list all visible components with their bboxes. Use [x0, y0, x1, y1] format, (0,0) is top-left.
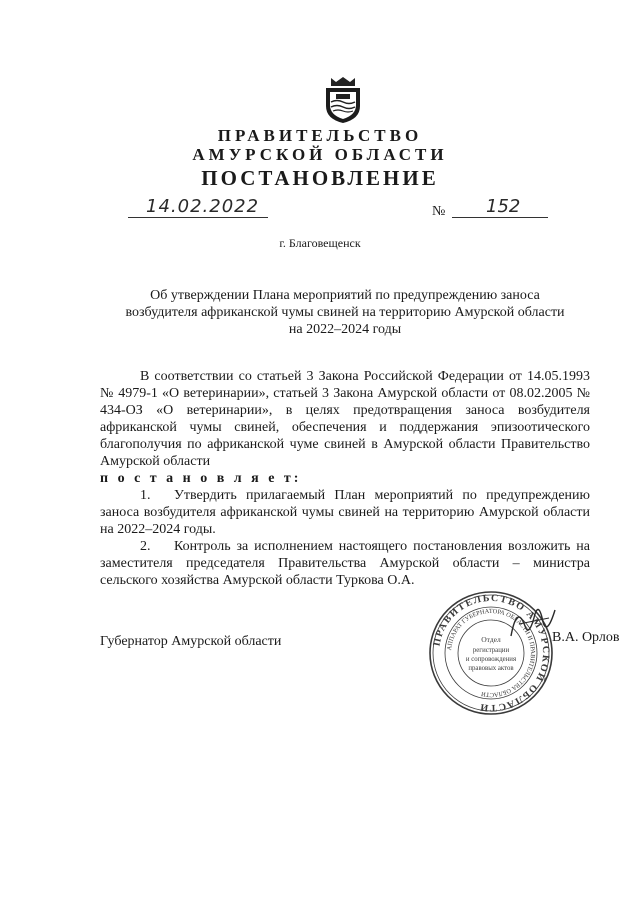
stamp-inner-text: АППАРАТ ГУБЕРНАТОРА ОБЛАСТИ И ПРАВИТЕЛЬСТВА ОБЛАСТИ: [446, 607, 537, 699]
number-handwritten: 152: [486, 196, 521, 217]
document-body: [100, 368, 590, 589]
item-text: Утвердить прилагаемый План мероприятий по предупреждению заноса возбудителя африканской чумы свиней на территорию Амурской области на 2022–2024 годы.: [100, 488, 590, 537]
item-text: Контроль за исполнением настоящего постановления возложить на заместителя председателя Правительства Амурской области – министра сельского хозяйства Амурской области Туркова О.А.: [100, 539, 590, 588]
date-handwritten: 14.02.2022: [146, 196, 260, 217]
number-underline: [452, 217, 548, 218]
stamp-outer-text: ПРАВИТЕЛЬСТВО АМУРСКОЙ ОБЛАСТИ: [431, 592, 552, 714]
subject-line: возбудителя африканской чумы свиней на территорию Амурской области: [125, 305, 565, 320]
decree-word: п о с т а н о в л я е т:: [100, 471, 302, 486]
coat-of-arms-icon: [323, 76, 363, 124]
stamp-center-line: и сопровождения: [465, 656, 517, 663]
stamp-center-line: регистрации: [472, 647, 510, 654]
date-underline: [128, 217, 268, 218]
city-name: г. Благовещенск: [279, 236, 361, 250]
handwritten-signature: [505, 596, 565, 646]
government-name-line1: ПРАВИТЕЛЬСТВО: [217, 126, 423, 145]
government-name-line2: АМУРСКОЙ ОБЛАСТИ: [192, 145, 448, 164]
preamble-paragraph: В соответствии со статьей 3 Закона Российской Федерации от 14.05.1993 № 4979-1 «О ветеринарии», статьей 3 Закона Амурской области от 08.02.2005 № 434-ОЗ «О ветеринарии», в целях предотвращения заноса возбудителя африканской чумы свиней, обеспечения и поддержания эпизоотического благополучия по африканской чуме свиней в Амурской области Правительство Амурской области: [100, 369, 590, 469]
decree-item: [100, 487, 590, 538]
signatory-title: Губернатор Амурской области: [100, 634, 282, 649]
decree-item: [100, 538, 590, 589]
item-number: 1.: [140, 488, 151, 503]
number-label: №: [432, 204, 446, 219]
signatory-name: В.А. Орлов: [552, 630, 620, 645]
subject-line: Об утверждении Плана мероприятий по предупреждению заноса: [150, 288, 540, 303]
document-type-title: ПОСТАНОВЛЕНИЕ: [201, 166, 439, 190]
subject-line: на 2022–2024 годы: [288, 322, 402, 337]
stamp-center-line: правовых актов: [468, 665, 514, 672]
document-subject: [100, 287, 590, 338]
stamp-center-line: Отдел: [481, 635, 501, 644]
item-number: 2.: [140, 539, 151, 554]
